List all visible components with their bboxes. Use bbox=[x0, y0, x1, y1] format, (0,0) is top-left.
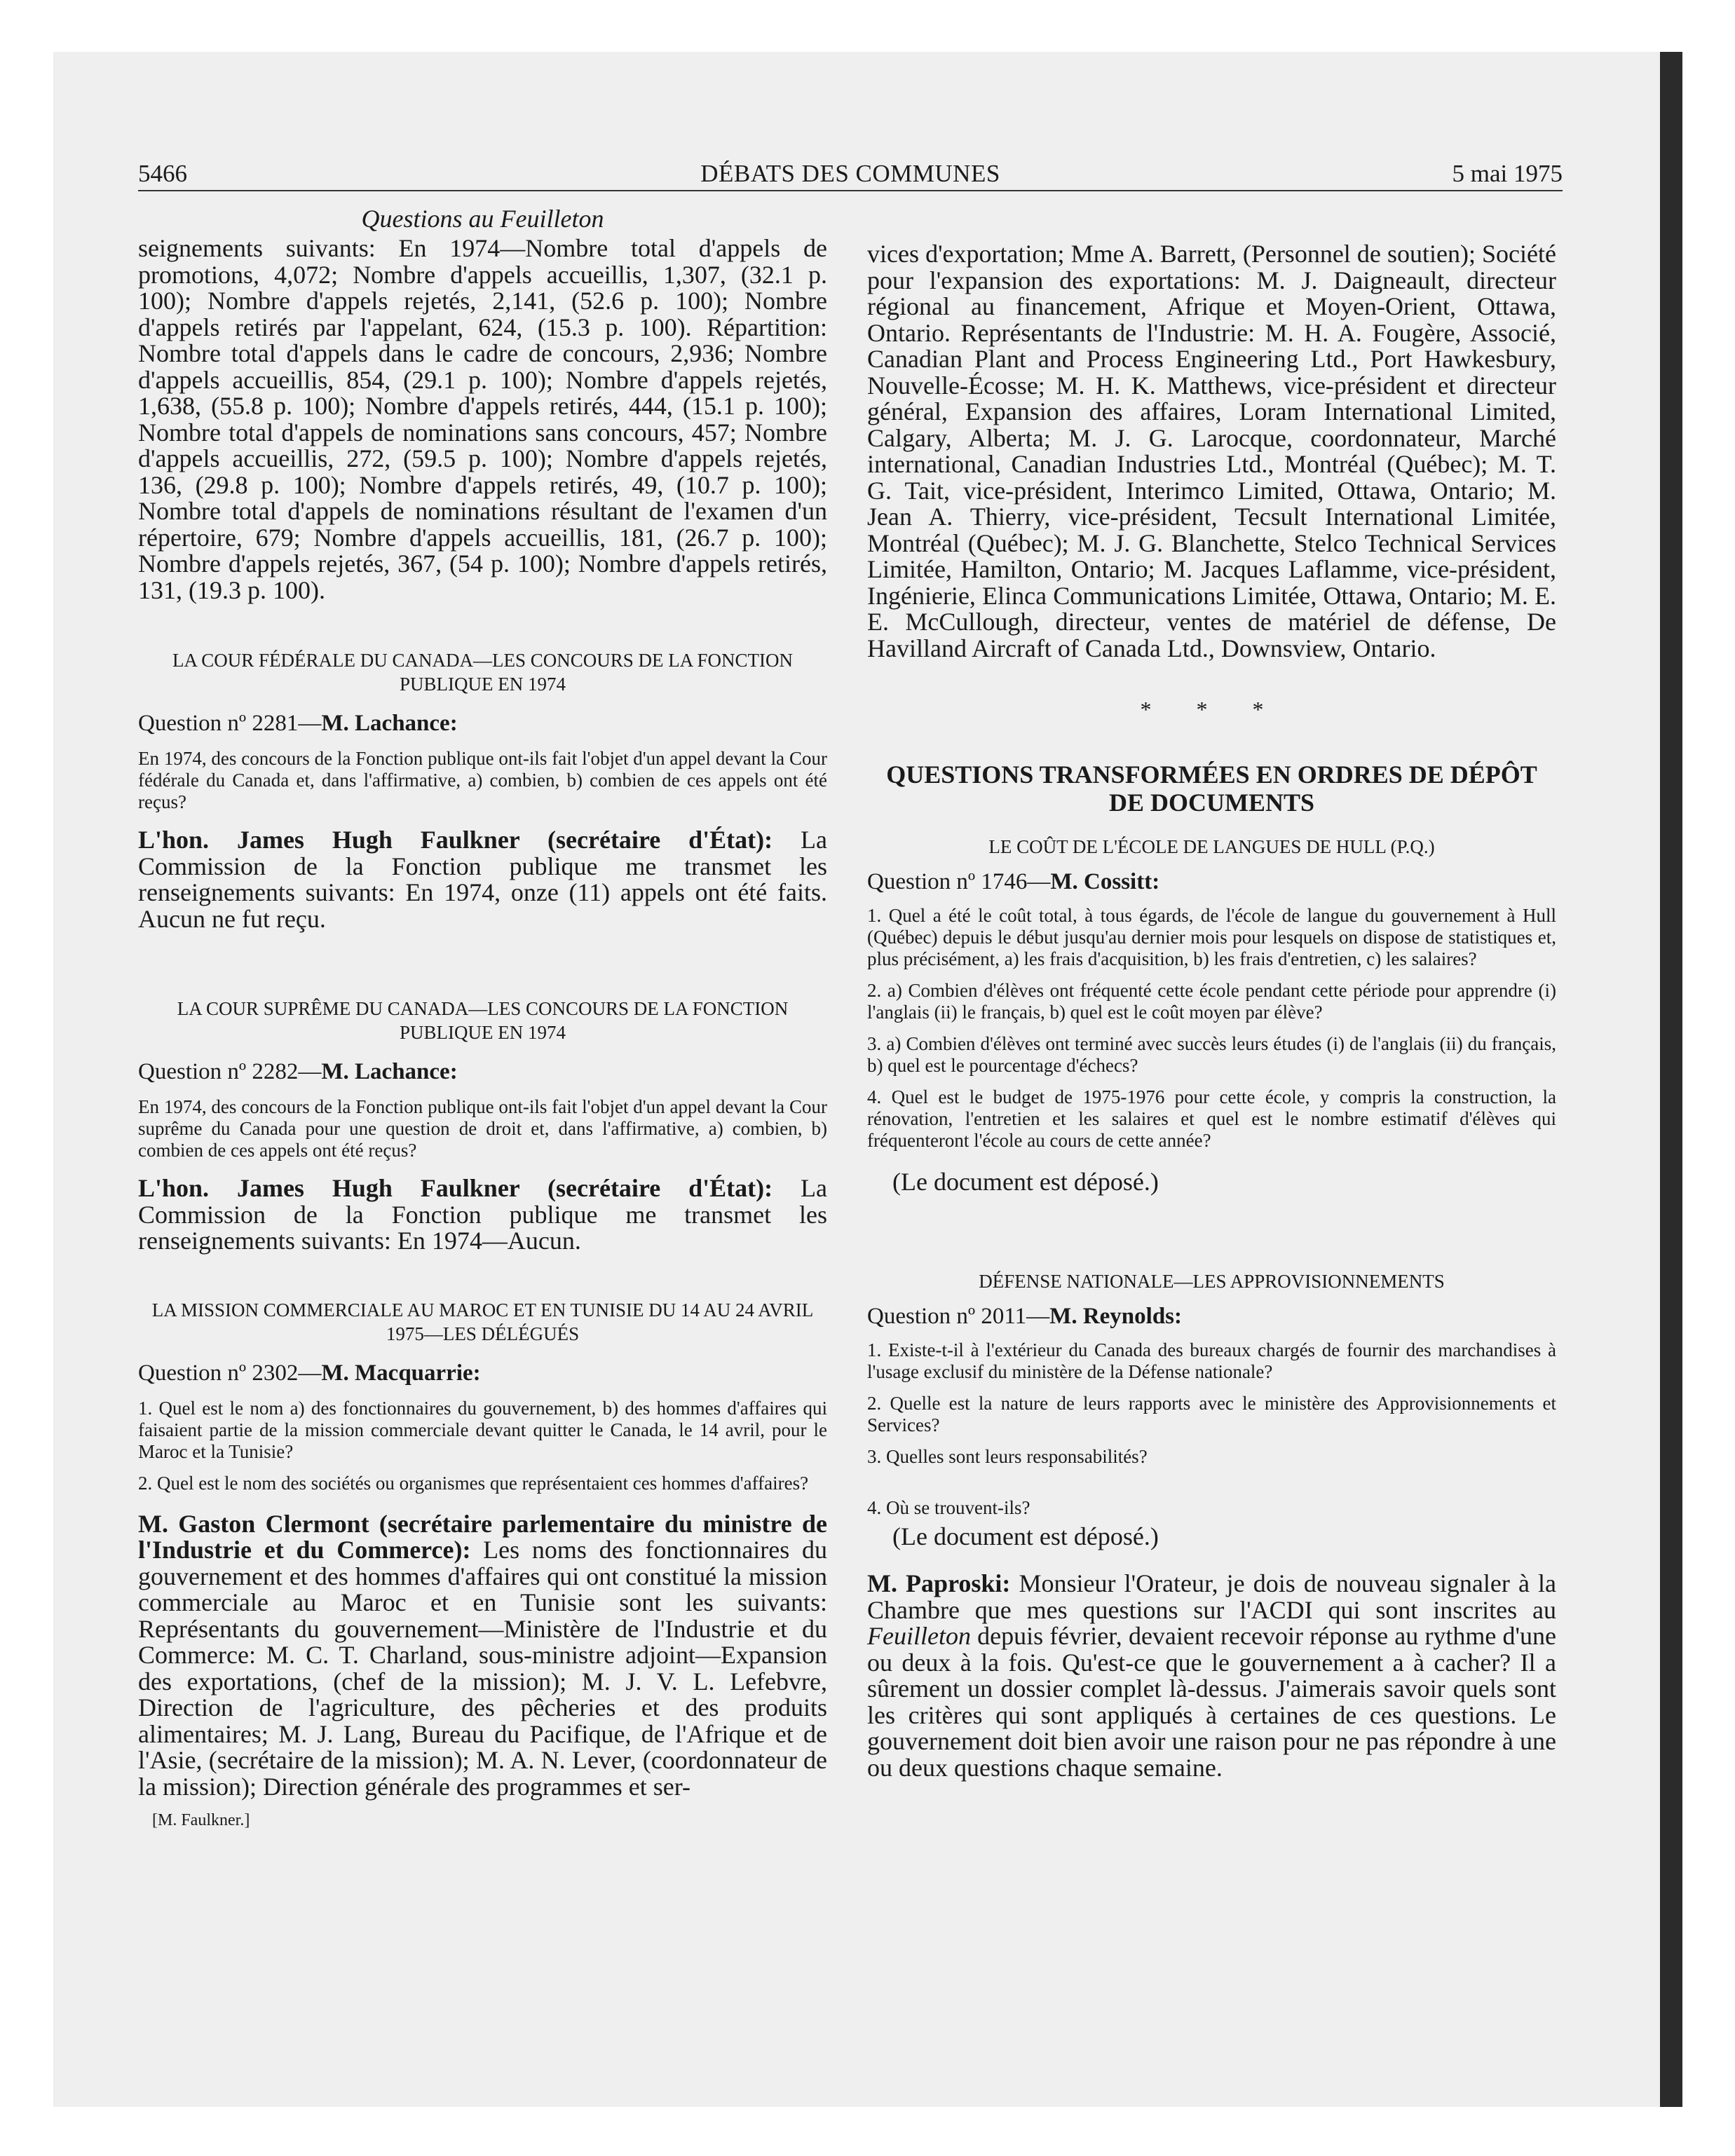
speaker-name: M. Paproski: bbox=[867, 1569, 1011, 1597]
question-number: Question nº 2282— bbox=[138, 1059, 322, 1084]
answer-text: La Commission de la Fonction publique me transmet les renseignements suivants: En 1974, onze (11) appels ont été faits. Aucun ne fut reçu. bbox=[138, 826, 828, 933]
question-item: 1. Quel a été le coût total, à tous égards, de l'école de langue du gouvernement à Hull (Québec) depuis le début jusqu'au dernier mois pour lesquels on dispose de statistiques et, plus précisément, a) les frais d'acquisition, b) les frais d'entretien, c) les salaires? bbox=[867, 905, 1556, 969]
answer-text: La Commission de la Fonction publique me transmet les renseignements suivants: En 1974—Aucun. bbox=[138, 1174, 828, 1255]
speaker-name: L'hon. James Hugh Faulkner (secrétaire d'État): bbox=[138, 826, 773, 854]
answer-paragraph bbox=[138, 827, 827, 932]
question-item: 4. Quel est le budget de 1975-1976 pour cette école, y compris la construction, la rénovation, l'entretien et les salaires et quel est le nombre estimatif d'élèves qui fréquenteront l'école au cours de cette année? bbox=[867, 1086, 1556, 1151]
question-2011 bbox=[867, 1302, 1556, 1331]
journal-title: DÉBATS DES COMMUNES bbox=[700, 160, 1000, 187]
section-heading-supreme-court: LA COUR SUPRÊME DU CANADA—LES CONCOURS DE LA FONCTION PUBLIQUE EN 1974 bbox=[177, 998, 789, 1043]
question-item: 2. a) Combien d'élèves ont fréquenté cette école pendant cette période pour apprendre (i) l'anglais (ii) le français, b) quel est le coût moyen par élève? bbox=[867, 980, 1556, 1023]
speaker-name: L'hon. James Hugh Faulkner (secrétaire d'État): bbox=[138, 1174, 773, 1202]
question-2282 bbox=[138, 1057, 827, 1086]
question-number: Question nº 2011— bbox=[867, 1304, 1050, 1329]
document-tabled-note: (Le document est déposé.) bbox=[892, 1522, 1159, 1550]
page-number: 5466 bbox=[138, 160, 187, 187]
section-subtitle: Questions au Feuilleton bbox=[361, 205, 604, 233]
answer-paragraph bbox=[138, 1511, 827, 1801]
speech-text: Monsieur l'Orateur, je dois de nouveau signaler à la Chambre que mes questions sur l'ACDI qui sont inscrites au bbox=[867, 1569, 1556, 1624]
question-member: M. Lachance: bbox=[321, 1059, 458, 1084]
question-item: 3. a) Combien d'élèves ont terminé avec succès leurs études (i) de l'anglais (ii) du français, b) quel est le pourcentage d'échecs? bbox=[867, 1033, 1556, 1076]
document-tabled-note: (Le document est déposé.) bbox=[892, 1168, 1159, 1196]
continued-paragraph: vices d'exportation; Mme A. Barrett, (Personnel de soutien); Société pour l'expansion des exportations: M. J. Daigneault, directeur régional au financement, Afrique et Moyen-Orient, Ottawa, Ontario. Représentants de l'Industrie: M. H. A. Fougère, Associé, Canadian Plant and Process Engineering Ltd., Port Hawkesbury, Nouvelle-Écosse; M. H. K. Matthews, vice-président et directeur général, Expansion des affaires, Loram International Limited, Calgary, Alberta; M. J. G. Larocque, coordonnateur, Marché international, Canadian Industries Ltd., Montréal (Québec); M. T. G. Tait, vice-président, Interimco Limited, Ottawa, Ontario; M. Jean A. Thierry, vice-président, Tecsult International Limitée, Montréal (Québec); M. J. G. Blanchette, Stelco Technical Services Limitée, Hamilton, Ontario; M. Jacques Laflamme, vice-président, Ingénierie, Elinca Communications Limitée, Ottawa, Ontario; M. E. E. McCullough, directeur, ventes de matériel de défense, De Havilland Aircraft of Canada Ltd., Downsview, Ontario. bbox=[867, 240, 1556, 662]
answer-paragraph bbox=[138, 1175, 827, 1255]
question-item: 3. Quelles sont leurs responsabilités? bbox=[867, 1446, 1148, 1467]
question-number: Question nº 2281— bbox=[138, 711, 322, 736]
question-text: En 1974, des concours de la Fonction publique ont-ils fait l'objet d'un appel devant la Cour fédérale du Canada et, dans l'affirmative, a) combien, b) combien de ces appels ont été reçus? bbox=[138, 748, 827, 812]
question-member: M. Macquarrie: bbox=[321, 1360, 481, 1386]
speech-text: depuis février, devaient recevoir réponse au rythme d'une ou deux à la fois. Qu'est-ce que le gouvernement a à cacher? Il a sûrement un dossier complet là-dessus. J'aimerais savoir quels sont les critères qui sont appliqués à certaines de ces questions. Le gouvernement doit bien avoir une raison pour ne pas répondre à une ou deux questions chaque semaine. bbox=[867, 1622, 1556, 1782]
main-heading: QUESTIONS TRANSFORMÉES EN ORDRES DE DÉPÔT DE DOCUMENTS bbox=[886, 760, 1537, 817]
page-date: 5 mai 1975 bbox=[1452, 160, 1563, 187]
question-item: 1. Existe-t-il à l'extérieur du Canada des bureaux chargés de fournir des marchandises à l'usage exclusif du ministère de la Défense nationale? bbox=[867, 1339, 1556, 1382]
question-text: En 1974, des concours de la Fonction publique ont-ils fait l'objet d'un appel devant la Cour suprême du Canada pour une question de droit et, dans l'affirmative, a) combien, b) combien de ces appels ont été reçus? bbox=[138, 1096, 827, 1161]
question-2281 bbox=[138, 709, 827, 738]
section-heading-language-school: LE COÛT DE L'ÉCOLE DE LANGUES DE HULL (P.Q.) bbox=[988, 836, 1435, 857]
page-header bbox=[138, 160, 1563, 189]
question-member: M. Reynolds: bbox=[1049, 1304, 1183, 1329]
header-rule bbox=[138, 190, 1563, 191]
section-heading-federal-court: LA COUR FÉDÉRALE DU CANADA—LES CONCOURS DE LA FONCTION PUBLIQUE EN 1974 bbox=[172, 650, 794, 695]
question-2302 bbox=[138, 1358, 827, 1388]
continued-paragraph: seignements suivants: En 1974—Nombre total d'appels de promotions, 4,072; Nombre d'appels accueillis, 1,307, (32.1 p. 100); Nombre d'appels rejetés, 2,141, (52.6 p. 100); Nombre d'appels retirés par l'appelant, 624, (15.3 p. 100). Répartition: Nombre total d'appels dans le cadre de concours, 2,936; Nombre d'appels accueillis, 854, (29.1 p. 100); Nombre d'appels rejetés, 1,638, (55.8 p. 100); Nombre d'appels retirés, 444, (15.1 p. 100); Nombre total d'appels de nominations sans concours, 457; Nombre d'appels accueillis, 272, (59.5 p. 100); Nombre d'appels rejetés, 136, (29.8 p. 100); Nombre d'appels retirés, 49, (10.7 p. 100); Nombre total d'appels de nominations résultant de l'examen d'un répertoire, 679; Nombre d'appels accueillis, 181, (26.7 p. 100); Nombre d'appels rejetés, 367, (54 p. 100); Nombre d'appels retirés, 131, (19.3 p. 100). bbox=[138, 234, 827, 604]
section-heading-national-defence: DÉFENSE NATIONALE—LES APPROVISIONNEMENTS bbox=[979, 1271, 1445, 1292]
question-number: Question nº 1746— bbox=[867, 869, 1051, 894]
question-item: 1. Quel est le nom a) des fonctionnaires du gouvernement, b) des hommes d'affaires qui faisaient partie de la mission commerciale devant quitter le Canada, le 14 avril, pour le Maroc et la Tunisie? bbox=[138, 1397, 827, 1462]
question-item: 2. Quel est le nom des sociétés ou organismes que représentaient ces hommes d'affaires? bbox=[138, 1472, 809, 1494]
right-column bbox=[867, 203, 1556, 1781]
question-item: 4. Où se trouvent-ils? bbox=[867, 1497, 1030, 1518]
section-separator: * * * bbox=[1140, 697, 1284, 722]
question-number: Question nº 2302— bbox=[138, 1360, 322, 1386]
speaker-name: M. Gaston Clermont (secrétaire parlementaire du ministre de l'Industrie et du Commerce): bbox=[138, 1509, 827, 1564]
answer-text: Les noms des fonctionnaires du gouvernement et des hommes d'affaires qui ont constitué la mission commerciale au Maroc et en Tunisie sont les suivants: Représentants du gouvernement—Ministère de l'Industrie et du Commerce: M. C. T. Charland, sous-ministre adjoint—Expansion des exportations, (chef de la mission); M. J. V. L. Lefebvre, Direction de l'agriculture, des pêcheries et des produits alimentaires; M. J. Lang, Bureau du Pacifique, de l'Afrique et de l'Asie, (secrétaire de la mission); M. A. N. Lever, (coordonnateur de la mission); Direction générale des programmes et ser- bbox=[138, 1536, 828, 1801]
section-heading-trade-mission: LA MISSION COMMERCIALE AU MAROC ET EN TUNISIE DU 14 AU 24 AVRIL 1975—LES DÉLÉGUÉS bbox=[151, 1299, 814, 1344]
question-item: 2. Quelle est la nature de leurs rapports avec le ministère des Approvisionnements et Services? bbox=[867, 1393, 1556, 1435]
scan-edge-bar bbox=[1660, 52, 1682, 2107]
speech-italic: Feuilleton bbox=[867, 1622, 971, 1650]
question-member: M. Lachance: bbox=[321, 711, 458, 736]
question-member: M. Cossitt: bbox=[1050, 869, 1160, 894]
speaker-footer: [M. Faulkner.] bbox=[152, 1811, 250, 1829]
question-1746 bbox=[867, 867, 1556, 896]
left-column bbox=[138, 203, 827, 1831]
speech-paragraph bbox=[867, 1571, 1556, 1781]
